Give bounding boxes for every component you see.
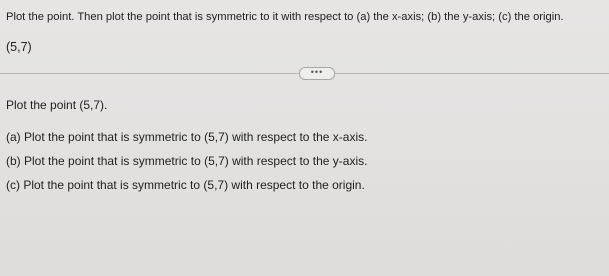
task-plot-point: Plot the point (5,7). — [6, 98, 108, 112]
question-instruction: Plot the point. Then plot the point that is symmetric to it with respect to (a) the x-axis; (b) the y-axis; (c) the origin. — [6, 11, 564, 23]
expand-button[interactable]: ••• — [299, 67, 335, 80]
problem-header — [6, 10, 606, 54]
task-c-origin: (c) Plot the point that is symmetric to (5,7) with respect to the origin. — [6, 178, 365, 192]
task-list — [6, 98, 606, 198]
task-a-x-axis: (a) Plot the point that is symmetric to (5,7) with respect to the x-axis. — [6, 130, 368, 144]
task-b-y-axis: (b) Plot the point that is symmetric to (5,7) with respect to the y-axis. — [6, 154, 368, 168]
given-point: (5,7) — [6, 40, 32, 54]
